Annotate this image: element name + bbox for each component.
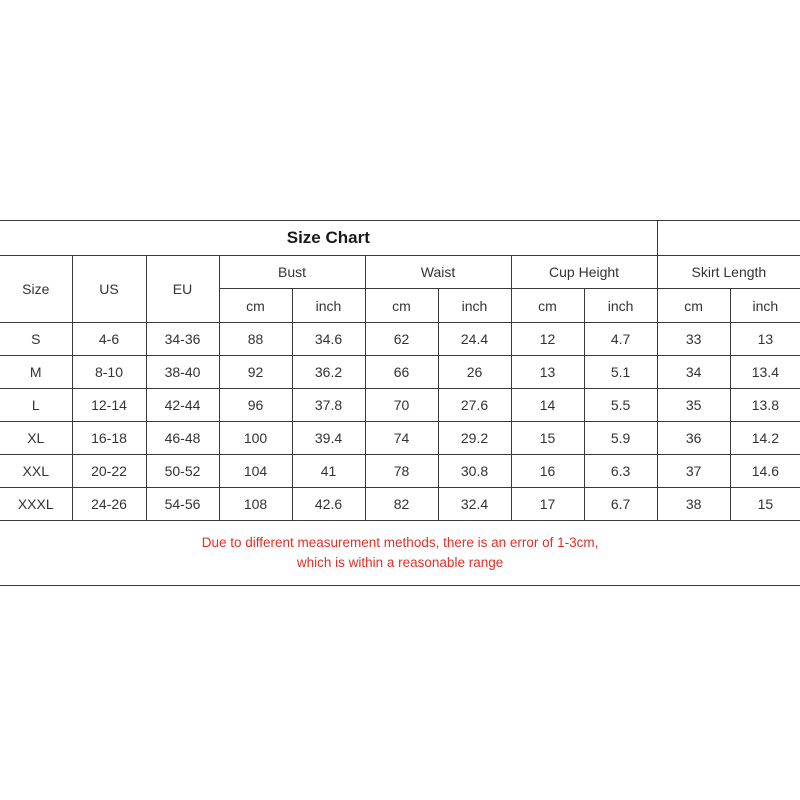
table-row [0, 389, 800, 422]
table-cell: 27.6 [438, 389, 511, 422]
table-cell: 66 [365, 356, 438, 389]
measurement-note [0, 521, 800, 586]
table-cell: 37.8 [292, 389, 365, 422]
table-cell: L [0, 389, 72, 422]
table-cell: 24-26 [72, 488, 146, 521]
table-title: Size Chart [0, 221, 657, 256]
table-row [0, 323, 800, 356]
table-cell: 13.4 [730, 356, 800, 389]
table-cell: 13 [730, 323, 800, 356]
table-cell: 15 [511, 422, 584, 455]
table-row [0, 356, 800, 389]
table-cell: 17 [511, 488, 584, 521]
table-cell: 39.4 [292, 422, 365, 455]
table-cell: XXXL [0, 488, 72, 521]
table-cell: 5.5 [584, 389, 657, 422]
table-cell: 8-10 [72, 356, 146, 389]
title-blank-cell [657, 221, 800, 256]
table-cell: 14.2 [730, 422, 800, 455]
unit-cell: cm [365, 289, 438, 323]
note-row [0, 521, 800, 586]
table-cell: 78 [365, 455, 438, 488]
table-cell: 6.7 [584, 488, 657, 521]
table-cell: 36.2 [292, 356, 365, 389]
table-cell: 108 [219, 488, 292, 521]
table-cell: 34 [657, 356, 730, 389]
table-cell: 100 [219, 422, 292, 455]
table-cell: 15 [730, 488, 800, 521]
table-row [0, 455, 800, 488]
table-cell: 16 [511, 455, 584, 488]
table-cell: S [0, 323, 72, 356]
header-size: Size [0, 256, 72, 323]
table-cell: 36 [657, 422, 730, 455]
table-cell: 62 [365, 323, 438, 356]
unit-cell: cm [511, 289, 584, 323]
table-cell: 35 [657, 389, 730, 422]
table-cell: 88 [219, 323, 292, 356]
table-cell: 6.3 [584, 455, 657, 488]
table-cell: 82 [365, 488, 438, 521]
unit-cell: inch [730, 289, 800, 323]
table-cell: XL [0, 422, 72, 455]
header-us: US [72, 256, 146, 323]
table-cell: 42.6 [292, 488, 365, 521]
unit-cell: cm [219, 289, 292, 323]
header-eu: EU [146, 256, 219, 323]
unit-cell: inch [584, 289, 657, 323]
unit-cell: inch [438, 289, 511, 323]
table-cell: XXL [0, 455, 72, 488]
table-cell: 32.4 [438, 488, 511, 521]
table-cell: 5.1 [584, 356, 657, 389]
table-cell: 41 [292, 455, 365, 488]
table-cell: 70 [365, 389, 438, 422]
table-cell: 12-14 [72, 389, 146, 422]
table-row [0, 488, 800, 521]
size-chart-table [0, 220, 800, 586]
table-cell: 34-36 [146, 323, 219, 356]
unit-cell: cm [657, 289, 730, 323]
table-cell: 38-40 [146, 356, 219, 389]
table-cell: 14.6 [730, 455, 800, 488]
table-cell: 12 [511, 323, 584, 356]
table-cell: 37 [657, 455, 730, 488]
note-line-2: which is within a reasonable range [296, 555, 504, 570]
unit-cell: inch [292, 289, 365, 323]
table-cell: 4.7 [584, 323, 657, 356]
group-header-row [0, 256, 800, 289]
table-cell: 20-22 [72, 455, 146, 488]
table-cell: 14 [511, 389, 584, 422]
header-bust: Bust [219, 256, 365, 289]
table-cell: 74 [365, 422, 438, 455]
title-row [0, 221, 800, 256]
table-cell: 13.8 [730, 389, 800, 422]
table-cell: 42-44 [146, 389, 219, 422]
table-cell: M [0, 356, 72, 389]
table-cell: 50-52 [146, 455, 219, 488]
table-cell: 104 [219, 455, 292, 488]
table-cell: 5.9 [584, 422, 657, 455]
header-skirt-length: Skirt Length [657, 256, 800, 289]
table-cell: 30.8 [438, 455, 511, 488]
table-cell: 26 [438, 356, 511, 389]
table-cell: 38 [657, 488, 730, 521]
table-cell: 4-6 [72, 323, 146, 356]
header-waist: Waist [365, 256, 511, 289]
note-line-1: Due to different measurement methods, there is an error of 1-3cm, [201, 535, 599, 550]
table-cell: 46-48 [146, 422, 219, 455]
table-cell: 96 [219, 389, 292, 422]
header-cup-height: Cup Height [511, 256, 657, 289]
table-cell: 92 [219, 356, 292, 389]
table-cell: 29.2 [438, 422, 511, 455]
table-row [0, 422, 800, 455]
table-cell: 33 [657, 323, 730, 356]
table-cell: 54-56 [146, 488, 219, 521]
table-cell: 34.6 [292, 323, 365, 356]
table-cell: 24.4 [438, 323, 511, 356]
table-cell: 16-18 [72, 422, 146, 455]
table-cell: 13 [511, 356, 584, 389]
